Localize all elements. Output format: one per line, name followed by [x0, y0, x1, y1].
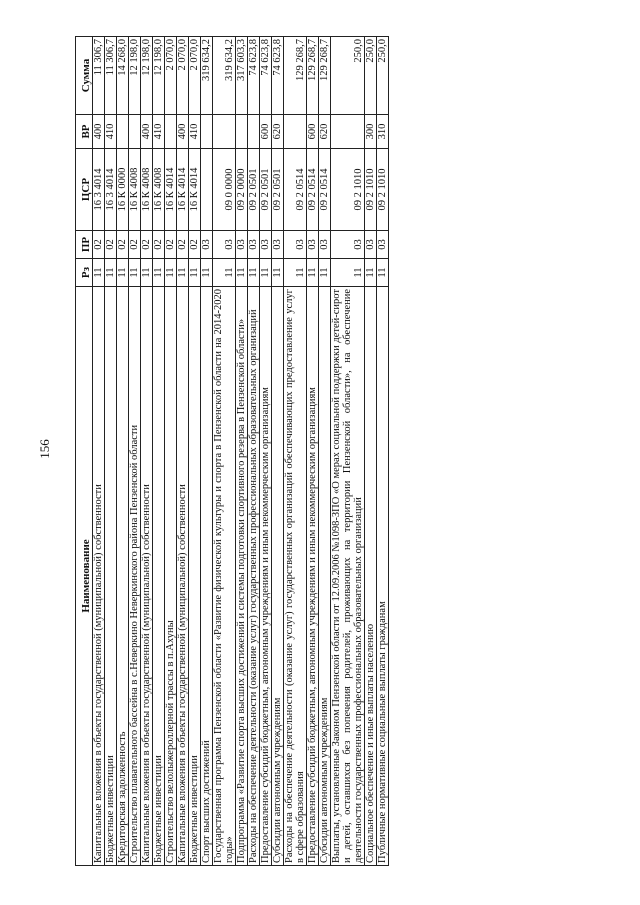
cell-name: Расходы на обеспечение деятельности (оказание услуг) государственных профессиональных образовательных организаций: [248, 287, 260, 866]
cell-rz: 11: [177, 259, 189, 287]
cell-sum: 12 198,0: [153, 37, 165, 115]
table-row: [93, 37, 105, 866]
cell-csr: 09 2 1010: [377, 149, 389, 231]
header-name: Наименование: [76, 287, 93, 866]
cell-vr: 410: [153, 115, 165, 149]
cell-vr: 410: [189, 115, 201, 149]
cell-sum: 74 623,8: [272, 37, 284, 115]
cell-vr: 400: [93, 115, 105, 149]
table-row: [272, 37, 284, 866]
cell-pr: 02: [177, 231, 189, 259]
cell-rz: 11: [141, 259, 153, 287]
table-row: [236, 37, 248, 866]
cell-rz: 11: [272, 259, 284, 287]
table-row: [248, 37, 260, 866]
cell-name: Выплаты, установленные Законом Пензенской области от 12.09.2006 №1098-ЗПО «О мерах социальной поддержки детей-сирот и детей, оставшихся без попечения родителей, проживающих на территории Пензенской области», на обеспечение деятельности государственных профессиональных образовательных организаций: [331, 287, 365, 866]
cell-sum: 12 198,0: [141, 37, 153, 115]
cell-vr: [284, 115, 307, 149]
cell-pr: 02: [141, 231, 153, 259]
cell-sum: 2 070,0: [189, 37, 201, 115]
cell-sum: 2 070,0: [177, 37, 189, 115]
table-row: [201, 37, 213, 866]
cell-rz: 11: [189, 259, 201, 287]
table-row: [153, 37, 165, 866]
cell-name: Строительство плавательного бассейна в с.Неверкино Неверкинского района Пензенской области: [129, 287, 141, 866]
cell-vr: [236, 115, 248, 149]
cell-sum: 2 070,0: [165, 37, 177, 115]
cell-pr: 03: [365, 231, 377, 259]
table-body: [93, 37, 389, 866]
cell-rz: 11: [284, 259, 307, 287]
cell-csr: 16 3 4014: [105, 149, 117, 231]
cell-name: Бюджетные инвестиции: [189, 287, 201, 866]
cell-pr: 03: [248, 231, 260, 259]
cell-rz: 11: [319, 259, 331, 287]
cell-name: Спорт высших достижений: [201, 287, 213, 866]
table-header-row: [76, 37, 93, 866]
cell-csr: 16 К 4014: [165, 149, 177, 231]
header-sum: Сумма: [76, 37, 93, 115]
cell-sum: 11 306,7: [93, 37, 105, 115]
cell-name: Подпрограмма «Развитие спорта высших достижений и системы подготовки спортивного резерва в Пензенской области»: [236, 287, 248, 866]
cell-vr: [165, 115, 177, 149]
cell-csr: 09 2 0000: [236, 149, 248, 231]
cell-csr: 16 К 4014: [177, 149, 189, 231]
table-row: [284, 37, 307, 866]
cell-csr: 09 2 1010: [331, 149, 365, 231]
cell-name: Капитальные вложения в объекты государственной (муниципальной) собственности: [177, 287, 189, 866]
cell-rz: 11: [307, 259, 319, 287]
cell-vr: 600: [260, 115, 272, 149]
cell-sum: 319 634,2: [213, 37, 236, 115]
cell-name: Строительство велолыжероллерной трассы в п.Ахуны: [165, 287, 177, 866]
table-row: [365, 37, 377, 866]
cell-rz: 11: [93, 259, 105, 287]
cell-name: Социальное обеспечение и иные выплаты населению: [365, 287, 377, 866]
cell-pr: 02: [153, 231, 165, 259]
cell-name: Предоставление субсидий бюджетным, автономным учреждениям и иным некоммерческим организациям: [307, 287, 319, 866]
cell-name: Субсидии автономным учреждениям: [272, 287, 284, 866]
cell-name: Государственная программа Пензенской области «Развитие физической культуры и спорта в Пензенской области на 2014-2020 годы»: [213, 287, 236, 866]
cell-sum: 74 623,8: [260, 37, 272, 115]
cell-name: Капитальные вложения в объекты государственной (муниципальной) собственности: [93, 287, 105, 866]
cell-pr: 03: [213, 231, 236, 259]
cell-rz: 11: [365, 259, 377, 287]
cell-sum: 129 268,7: [319, 37, 331, 115]
cell-sum: 250,0: [377, 37, 389, 115]
cell-csr: 09 2 0501: [248, 149, 260, 231]
cell-rz: 11: [248, 259, 260, 287]
cell-vr: 600: [307, 115, 319, 149]
cell-sum: 74 623,8: [248, 37, 260, 115]
budget-table: [75, 36, 389, 866]
cell-rz: 11: [153, 259, 165, 287]
table-row: [377, 37, 389, 866]
cell-rz: 11: [377, 259, 389, 287]
cell-vr: [129, 115, 141, 149]
table-row: [141, 37, 153, 866]
table-row: [105, 37, 117, 866]
table-row: [177, 37, 189, 866]
cell-rz: 11: [236, 259, 248, 287]
table-row: [129, 37, 141, 866]
cell-sum: 11 306,7: [105, 37, 117, 115]
cell-vr: [248, 115, 260, 149]
cell-name: Публичные нормативные социальные выплаты гражданам: [377, 287, 389, 866]
cell-csr: 09 2 0514: [307, 149, 319, 231]
cell-csr: 16 3 4014: [93, 149, 105, 231]
table-row: [189, 37, 201, 866]
cell-vr: 400: [177, 115, 189, 149]
cell-name: Бюджетные инвестиции: [153, 287, 165, 866]
table-row: [165, 37, 177, 866]
cell-name: Предоставление субсидий бюджетным, автономным учреждениям и иным некоммерческим организациям: [260, 287, 272, 866]
cell-vr: [117, 115, 129, 149]
cell-name: Субсидии автономным учреждениям: [319, 287, 331, 866]
cell-vr: 400: [141, 115, 153, 149]
cell-sum: 250,0: [331, 37, 365, 115]
cell-sum: 319 634,2: [201, 37, 213, 115]
cell-pr: 02: [165, 231, 177, 259]
cell-csr: 16 К 4014: [189, 149, 201, 231]
cell-pr: 03: [201, 231, 213, 259]
cell-pr: 02: [117, 231, 129, 259]
cell-csr: 09 2 0514: [284, 149, 307, 231]
cell-pr: 02: [189, 231, 201, 259]
cell-pr: 03: [272, 231, 284, 259]
table-row: [213, 37, 236, 866]
cell-vr: [201, 115, 213, 149]
cell-vr: 300: [365, 115, 377, 149]
cell-csr: 09 0 0000: [213, 149, 236, 231]
cell-vr: 620: [272, 115, 284, 149]
header-csr: ЦСР: [76, 149, 93, 231]
cell-rz: 11: [201, 259, 213, 287]
cell-csr: 16 К 4008: [141, 149, 153, 231]
cell-name: Бюджетные инвестиции: [105, 287, 117, 866]
cell-pr: 03: [307, 231, 319, 259]
header-pr: ПР: [76, 231, 93, 259]
cell-rz: 11: [105, 259, 117, 287]
cell-pr: 02: [129, 231, 141, 259]
cell-csr: 09 2 1010: [365, 149, 377, 231]
cell-sum: 12 198,0: [129, 37, 141, 115]
cell-pr: 03: [236, 231, 248, 259]
cell-rz: 11: [213, 259, 236, 287]
cell-name: Расходы на обеспечение деятельности (оказание услуг) государственных организаций обеспечивающих предоставление услуг в сфере образования: [284, 287, 307, 866]
cell-pr: 02: [93, 231, 105, 259]
cell-pr: 03: [260, 231, 272, 259]
cell-pr: 03: [377, 231, 389, 259]
cell-rz: 11: [260, 259, 272, 287]
header-vr: ВР: [76, 115, 93, 149]
cell-rz: 11: [117, 259, 129, 287]
cell-csr: 09 2 0501: [272, 149, 284, 231]
cell-csr: [201, 149, 213, 231]
cell-name: Кредиторская задолженность: [117, 287, 129, 866]
rotated-page-content: [75, 37, 580, 866]
cell-csr: 09 2 0501: [260, 149, 272, 231]
page-number: 156: [36, 439, 52, 459]
cell-sum: 129 268,7: [284, 37, 307, 115]
cell-sum: 129 268,7: [307, 37, 319, 115]
table-row: [307, 37, 319, 866]
cell-rz: 11: [331, 259, 365, 287]
cell-csr: 16 К 4008: [153, 149, 165, 231]
cell-vr: [331, 115, 365, 149]
cell-csr: 09 2 0514: [319, 149, 331, 231]
cell-pr: 03: [319, 231, 331, 259]
cell-rz: 11: [165, 259, 177, 287]
table-row: [117, 37, 129, 866]
header-rz: Рз: [76, 259, 93, 287]
cell-sum: 14 268,0: [117, 37, 129, 115]
cell-vr: 410: [105, 115, 117, 149]
table-row: [319, 37, 331, 866]
cell-pr: 02: [105, 231, 117, 259]
cell-csr: 16 К 0000: [117, 149, 129, 231]
cell-vr: [213, 115, 236, 149]
cell-pr: 03: [284, 231, 307, 259]
cell-csr: 16 К 4008: [129, 149, 141, 231]
cell-pr: 03: [331, 231, 365, 259]
cell-name: Капитальные вложения в объекты государственной (муниципальной) собственности: [141, 287, 153, 866]
cell-vr: 310: [377, 115, 389, 149]
cell-sum: 250,0: [365, 37, 377, 115]
table-row: [331, 37, 365, 866]
cell-sum: 317 603,3: [236, 37, 248, 115]
cell-vr: 620: [319, 115, 331, 149]
table-row: [260, 37, 272, 866]
cell-rz: 11: [129, 259, 141, 287]
